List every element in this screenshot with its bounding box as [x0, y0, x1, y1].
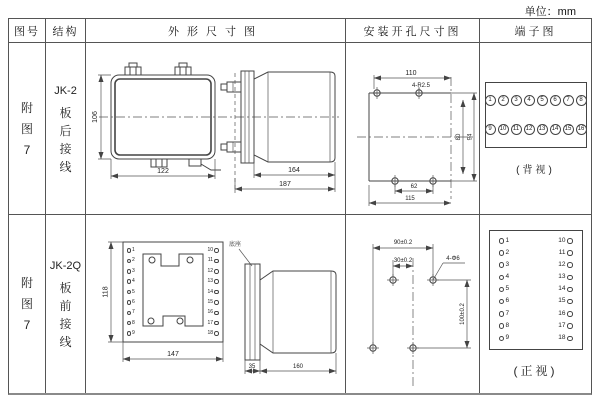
- figure-no-row1: 附 图 7: [20, 100, 33, 157]
- terminal-dot-icon: [214, 321, 219, 326]
- drill-hole-icon: [367, 274, 439, 354]
- terminal-dot-icon: [499, 323, 505, 329]
- dim-hole-span-width: 90±0.2: [393, 240, 412, 246]
- install-cell-row2: [346, 215, 480, 393]
- terminal-pair-row: 9 18: [499, 335, 573, 342]
- mounting-plate-outline: [143, 254, 203, 326]
- install-drawing-jk2: [347, 45, 479, 213]
- model-label-jk2q: JK-2Q: [49, 260, 82, 272]
- base-side: [245, 264, 260, 360]
- wiring-type-row2: 板 前 接 线: [59, 281, 72, 349]
- terminal-dot-icon: [499, 262, 505, 268]
- terminal-dot-icon: [127, 311, 132, 316]
- terminal-circle: 6: [550, 95, 561, 106]
- dim-install-top-jk2: 110: [404, 69, 417, 77]
- terminal-dot-icon: [127, 300, 132, 305]
- terminal-dot-icon: [499, 299, 505, 305]
- terminal-cell-row1: [480, 43, 591, 215]
- outline-drawing-jk2: [87, 45, 345, 213]
- dim-install-bottom-inner-jk2: 62: [410, 183, 417, 190]
- install-drawing-jk2q: [347, 216, 479, 392]
- terminal-circle: 5: [537, 95, 548, 106]
- terminal-dot-number: 6: [127, 300, 141, 305]
- terminal-circle: 15: [563, 124, 574, 135]
- terminal-circle: 1: [485, 95, 496, 106]
- dim-front-height-jk2q: 118: [102, 286, 109, 298]
- terminal-dot-number: 9: [127, 331, 141, 336]
- figure-no-cell-row2: [9, 215, 46, 393]
- terminal-dot-number: 14: [205, 290, 219, 295]
- install-cell-row1: [346, 43, 480, 215]
- terminal-dot-number: 3: [127, 269, 141, 274]
- terminal-dot-number: 4: [127, 279, 141, 284]
- terminal-circle: 7: [563, 95, 574, 106]
- terminal-pair-row: 3 12: [499, 262, 573, 269]
- dim-front-width-jk2: 122: [156, 167, 169, 175]
- terminal-dot-icon: [567, 336, 573, 342]
- terminal-dot-icon: [567, 311, 573, 317]
- terminal-dot-number: 15: [205, 300, 219, 305]
- terminal-dot-number: 1: [127, 248, 141, 253]
- terminal-dot-icon: [214, 290, 219, 295]
- terminal-circle: 10: [498, 124, 509, 135]
- terminal-circle: 4: [524, 95, 535, 106]
- figure-no-cell-row1: [9, 43, 46, 215]
- terminal-pair-row: 4 13: [499, 274, 573, 281]
- terminal-dot-icon: [127, 248, 132, 253]
- dim-hole-span-height: 100±0.2: [459, 303, 466, 325]
- terminal-row-top: [489, 95, 583, 106]
- terminal-dot-number: 2: [127, 258, 141, 263]
- terminal-dot-icon: [499, 250, 505, 256]
- terminal-dot-icon: [127, 269, 132, 274]
- header-outline-dims: 外形尺寸图: [86, 19, 346, 43]
- terminal-dot-icon: [567, 250, 573, 256]
- terminal-dot-number: 10: [205, 248, 219, 253]
- terminal-dot-number: 16: [205, 310, 219, 315]
- header-structure: 结构: [46, 19, 86, 43]
- terminal-dot-icon: [127, 290, 132, 295]
- terminal-pair-row: 8 17: [499, 323, 573, 330]
- terminal-dot-icon: [214, 269, 219, 274]
- terminal-pair-row: 2 11: [499, 250, 573, 257]
- terminal-dot-icon: [567, 287, 573, 293]
- structure-cell-row2: [46, 215, 86, 393]
- terminal-dot-number: 8: [127, 321, 141, 326]
- terminal-dot-icon: [127, 331, 132, 336]
- structure-cell-row1: [46, 43, 86, 215]
- front-terminals-left: [127, 248, 141, 336]
- dim-side-total-jk2: 187: [278, 180, 291, 188]
- figure-no-row2: 附 图 7: [20, 276, 33, 332]
- wiring-type-row1: 板 后 接 线: [59, 105, 72, 174]
- dim-inner-width: 30±0.2: [393, 258, 412, 264]
- dim-front-height-jk2: 106: [91, 110, 99, 123]
- terminal-dot-icon: [499, 336, 505, 342]
- terminal-circle: 9: [485, 124, 496, 135]
- terminal-circle: 16: [576, 124, 587, 135]
- terminal-box-rear: [485, 82, 587, 148]
- terminal-dot-icon: [127, 321, 132, 326]
- hole-callout-jk2q: 4-Φ6: [445, 256, 460, 262]
- terminal-dot-icon: [499, 287, 505, 293]
- dim-side-base-jk2q: 35: [248, 364, 255, 370]
- view-label-rear: (背视): [516, 164, 555, 176]
- dimension-table: [8, 18, 592, 395]
- view-label-front: (正视): [513, 363, 558, 378]
- terminal-circle: 11: [511, 124, 522, 135]
- dim-install-outer-h-jk2: 94: [467, 133, 473, 140]
- header-figure-no: 图号: [9, 19, 46, 43]
- terminal-dot-icon: [214, 300, 219, 305]
- terminal-circle: 2: [498, 95, 509, 106]
- dim-install-inner-h-jk2: 80: [455, 133, 462, 140]
- terminal-pair-row: 7 16: [499, 311, 573, 318]
- terminal-cell-row2: [480, 215, 591, 393]
- terminal-stud-icon: [125, 63, 191, 75]
- terminal-circle: 3: [511, 95, 522, 106]
- terminal-dot-icon: [499, 238, 505, 244]
- terminal-dot-icon: [127, 279, 132, 284]
- terminal-circle: 12: [524, 124, 535, 135]
- unit-label: 单位：mm: [524, 6, 576, 18]
- terminal-dot-icon: [214, 279, 219, 284]
- terminal-pair-row: 1 10: [499, 238, 573, 245]
- hole-callout-jk2: 4-R2.5: [411, 82, 430, 89]
- terminal-circle: 14: [550, 124, 561, 135]
- dim-install-bottom-outer-jk2: 115: [404, 195, 415, 202]
- header-terminal-diagram: 端子图: [480, 19, 591, 43]
- outline-cell-row1: [86, 43, 346, 215]
- terminal-dot-icon: [499, 311, 505, 317]
- terminal-dot-number: 12: [205, 269, 219, 274]
- terminal-dot-icon: [499, 275, 505, 281]
- terminal-dot-number: 18: [205, 331, 219, 336]
- relay-body-side-jk2q: [260, 271, 336, 353]
- terminal-dot-number: 17: [205, 321, 219, 326]
- terminal-circle: 8: [576, 95, 587, 106]
- terminal-pair-row: 6 15: [499, 298, 573, 305]
- terminal-dot-icon: [214, 311, 219, 316]
- outline-cell-row2: [86, 215, 346, 393]
- terminal-dot-icon: [214, 248, 219, 253]
- terminal-dot-number: 5: [127, 290, 141, 295]
- terminal-dot-icon: [567, 275, 573, 281]
- terminal-dot-icon: [567, 299, 573, 305]
- terminal-dot-icon: [567, 323, 573, 329]
- terminal-dot-icon: [567, 238, 573, 244]
- terminal-dot-number: 7: [127, 310, 141, 315]
- terminal-dot-icon: [127, 259, 132, 264]
- terminal-dot-number: 11: [205, 258, 219, 263]
- dim-front-width-jk2q: 147: [166, 351, 179, 358]
- terminal-dot-icon: [214, 259, 219, 264]
- screw-hole-icon: [148, 257, 193, 324]
- terminal-dot-number: 13: [205, 279, 219, 284]
- terminal-dot-icon: [567, 262, 573, 268]
- model-label-jk2: JK-2: [54, 84, 77, 97]
- header-install-dims: 安装开孔尺寸图: [346, 19, 480, 43]
- dim-side-body-jk2q: 160: [292, 364, 303, 370]
- terminal-dot-icon: [214, 331, 219, 336]
- dim-side-body-jk2: 164: [287, 166, 300, 174]
- terminal-box-front: [489, 230, 583, 350]
- terminal-circle: 13: [537, 124, 548, 135]
- terminal-pair-row: 5 14: [499, 286, 573, 293]
- base-label: 底座: [228, 242, 241, 248]
- front-terminals-right: [205, 248, 219, 336]
- terminal-row-bottom: [489, 124, 583, 135]
